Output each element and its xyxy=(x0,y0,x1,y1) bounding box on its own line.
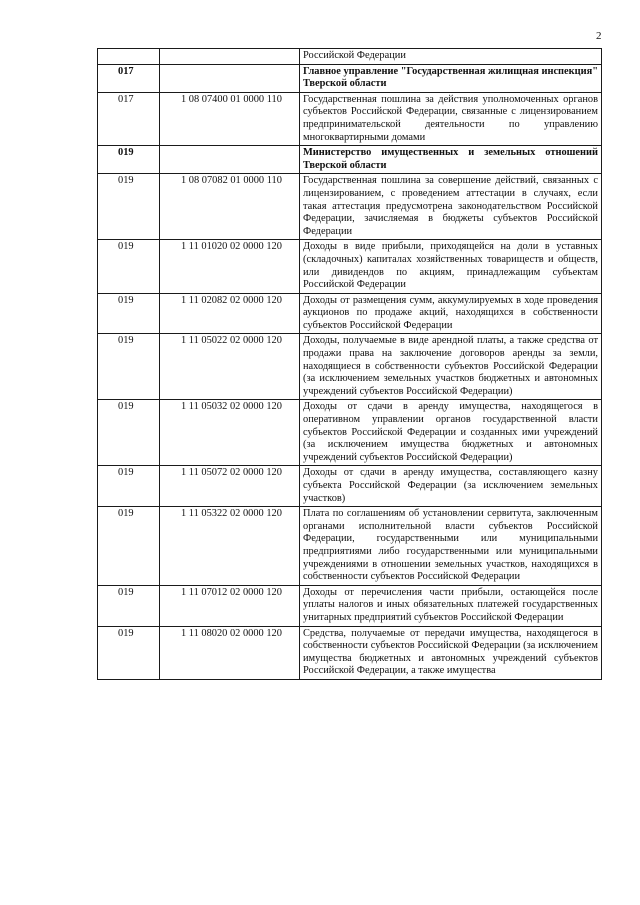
revenue-name-cell: Средства, получаемые от передачи имущества, находящегося в собственности субъектов Российской Федерации (за исключением имущества бюджетных и автономных учреждений субъектов Российской Федерации, а также имущества xyxy=(300,626,602,679)
table-row xyxy=(98,92,602,145)
revenue-name-cell: Доходы, получаемые в виде арендной платы, а также средства от продажи права на заключение договоров аренды за земли, находящиеся в собственности субъектов Российской Федерации (за исключением земельных участков бюджетных и автономных учреждений субъектов Российской Федерации) xyxy=(300,334,602,400)
budget-code-cell: 1 08 07082 01 0000 110 xyxy=(160,174,300,240)
budget-code-cell xyxy=(160,146,300,174)
table-body xyxy=(98,49,602,680)
table-row xyxy=(98,293,602,334)
revenue-name-cell: Доходы от размещения сумм, аккумулируемых в ходе проведения аукционов по продаже акций, находящихся в собственности субъектов Российской Федерации xyxy=(300,293,602,334)
budget-code-cell: 1 11 05072 02 0000 120 xyxy=(160,466,300,507)
revenue-codes-table xyxy=(97,48,602,680)
admin-code-cell xyxy=(98,49,160,65)
page-number: 2 xyxy=(596,30,602,42)
table-row xyxy=(98,585,602,626)
revenue-name-cell: Доходы от сдачи в аренду имущества, находящегося в оперативном управлении органов государственной власти субъектов Российской Федерации и созданных ими учреждений (за исключением имущества бюджетных и автономных учреждений субъектов Российской Федерации) xyxy=(300,400,602,466)
budget-code-cell: 1 11 05032 02 0000 120 xyxy=(160,400,300,466)
admin-code-cell: 019 xyxy=(98,334,160,400)
admin-code-cell: 017 xyxy=(98,92,160,145)
revenue-name-cell: Российской Федерации xyxy=(300,49,602,65)
revenue-name-cell: Доходы в виде прибыли, приходящейся на доли в уставных (складочных) капиталах хозяйственных товариществ и обществ, или дивидендов по акциям, принадлежащим субъектам Российской Федерации xyxy=(300,240,602,293)
revenue-name-cell: Плата по соглашениям об установлении сервитута, заключенным органами исполнительной власти субъектов Российской Федерации, государственными или муниципальными предприятиями либо государственными или муниципальными учреждениями в отношении земельных участков, находящихся в собственности субъектов Российской Федерации xyxy=(300,507,602,586)
revenue-name-cell: Доходы от сдачи в аренду имущества, составляющего казну субъекта Российской Федерации (за исключением земельных участков) xyxy=(300,466,602,507)
revenue-name-cell: Главное управление "Государственная жилищная инспекция" Тверской области xyxy=(300,64,602,92)
table-row xyxy=(98,240,602,293)
budget-code-cell: 1 11 07012 02 0000 120 xyxy=(160,585,300,626)
admin-code-cell: 019 xyxy=(98,293,160,334)
admin-code-cell: 019 xyxy=(98,174,160,240)
table-section-header-row xyxy=(98,146,602,174)
budget-code-cell: 1 11 05322 02 0000 120 xyxy=(160,507,300,586)
budget-code-cell: 1 11 02082 02 0000 120 xyxy=(160,293,300,334)
budget-code-cell: 1 11 05022 02 0000 120 xyxy=(160,334,300,400)
budget-code-cell: 1 11 01020 02 0000 120 xyxy=(160,240,300,293)
admin-code-cell: 019 xyxy=(98,507,160,586)
admin-code-cell: 019 xyxy=(98,626,160,679)
table-row xyxy=(98,49,602,65)
admin-code-cell: 019 xyxy=(98,400,160,466)
table-row xyxy=(98,174,602,240)
admin-code-cell: 019 xyxy=(98,240,160,293)
revenue-name-cell: Министерство имущественных и земельных отношений Тверской области xyxy=(300,146,602,174)
admin-code-cell: 019 xyxy=(98,585,160,626)
table-row xyxy=(98,334,602,400)
table-row xyxy=(98,507,602,586)
table-section-header-row xyxy=(98,64,602,92)
budget-code-cell: 1 08 07400 01 0000 110 xyxy=(160,92,300,145)
table-row xyxy=(98,466,602,507)
admin-code-cell: 017 xyxy=(98,64,160,92)
table-row xyxy=(98,400,602,466)
budget-code-cell xyxy=(160,64,300,92)
revenue-name-cell: Государственная пошлина за совершение действий, связанных с лицензированием, с проведением аттестации в случаях, если такая аттестация предусмотрена законодательством Российской Федерации, зачисляемая в бюджеты субъектов Российской Федерации xyxy=(300,174,602,240)
budget-code-cell xyxy=(160,49,300,65)
revenue-name-cell: Государственная пошлина за действия уполномоченных органов субъектов Российской Федерации, связанные с лицензированием предпринимательской деятельности по управлению многоквартирными домами xyxy=(300,92,602,145)
revenue-name-cell: Доходы от перечисления части прибыли, остающейся после уплаты налогов и иных обязательных платежей государственных унитарных предприятий субъектов Российской Федерации xyxy=(300,585,602,626)
table-row xyxy=(98,626,602,679)
budget-code-cell: 1 11 08020 02 0000 120 xyxy=(160,626,300,679)
admin-code-cell: 019 xyxy=(98,466,160,507)
admin-code-cell: 019 xyxy=(98,146,160,174)
